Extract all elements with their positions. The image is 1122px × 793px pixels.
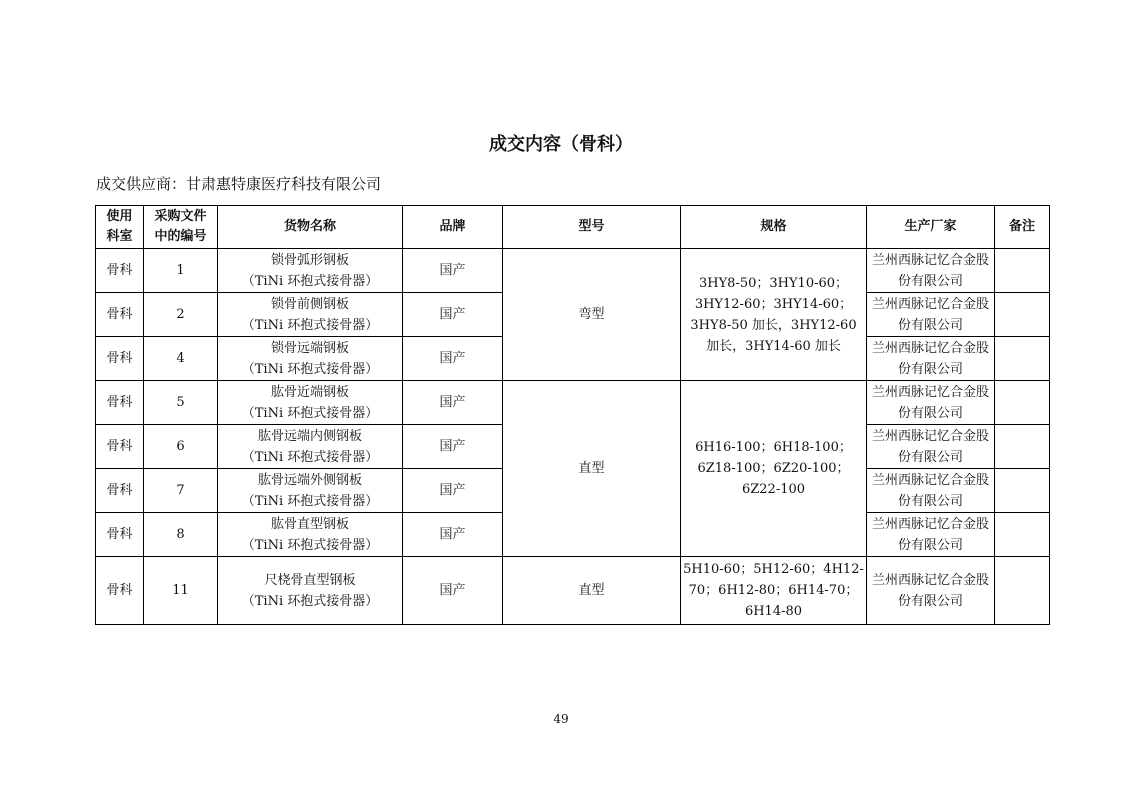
table-header-row xyxy=(96,206,1050,249)
cell-doc-number: 1 xyxy=(144,249,218,293)
cell-model: 弯型 xyxy=(503,249,681,381)
cell-doc-number: 5 xyxy=(144,381,218,425)
cell-brand: 国产 xyxy=(403,425,503,469)
cell-model: 直型 xyxy=(503,381,681,557)
cell-goods-name: 肱骨远端内侧钢板 （TiNi 环抱式接骨器） xyxy=(218,425,403,469)
cell-spec: 5H10-60；5H12-60；4H12-70；6H12-80；6H14-70；6H14-80 xyxy=(681,557,867,625)
cell-goods-name: 肱骨近端钢板 （TiNi 环抱式接骨器） xyxy=(218,381,403,425)
cell-maker: 兰州西脉记忆合金股份有限公司 xyxy=(867,293,995,337)
cell-dept: 骨科 xyxy=(96,425,144,469)
cell-brand: 国产 xyxy=(403,381,503,425)
cell-goods-name: 尺桡骨直型钢板 （TiNi 环抱式接骨器） xyxy=(218,557,403,625)
header-dept: 使用 科室 xyxy=(96,206,144,249)
header-model: 型号 xyxy=(503,206,681,249)
cell-model: 直型 xyxy=(503,557,681,625)
header-goods-name: 货物名称 xyxy=(218,206,403,249)
cell-brand: 国产 xyxy=(403,513,503,557)
cell-note xyxy=(995,513,1050,557)
cell-note xyxy=(995,293,1050,337)
cell-brand: 国产 xyxy=(403,469,503,513)
cell-maker: 兰州西脉记忆合金股份有限公司 xyxy=(867,381,995,425)
deal-table xyxy=(95,205,1050,625)
table-row xyxy=(96,249,1050,293)
table-row xyxy=(96,381,1050,425)
cell-goods-name: 锁骨弧形钢板 （TiNi 环抱式接骨器） xyxy=(218,249,403,293)
cell-dept: 骨科 xyxy=(96,381,144,425)
header-maker: 生产厂家 xyxy=(867,206,995,249)
cell-dept: 骨科 xyxy=(96,513,144,557)
cell-doc-number: 8 xyxy=(144,513,218,557)
header-note: 备注 xyxy=(995,206,1050,249)
cell-dept: 骨科 xyxy=(96,469,144,513)
header-doc-number: 采购文件 中的编号 xyxy=(144,206,218,249)
cell-note xyxy=(995,249,1050,293)
table-row xyxy=(96,557,1050,625)
cell-dept: 骨科 xyxy=(96,293,144,337)
cell-maker: 兰州西脉记忆合金股份有限公司 xyxy=(867,469,995,513)
cell-maker: 兰州西脉记忆合金股份有限公司 xyxy=(867,425,995,469)
cell-goods-name: 肱骨远端外侧钢板 （TiNi 环抱式接骨器） xyxy=(218,469,403,513)
header-spec: 规格 xyxy=(681,206,867,249)
cell-brand: 国产 xyxy=(403,337,503,381)
cell-spec: 6H16-100；6H18-100；6Z18-100；6Z20-100；6Z22-100 xyxy=(681,381,867,557)
cell-note xyxy=(995,381,1050,425)
cell-maker: 兰州西脉记忆合金股份有限公司 xyxy=(867,513,995,557)
cell-maker: 兰州西脉记忆合金股份有限公司 xyxy=(867,557,995,625)
cell-doc-number: 11 xyxy=(144,557,218,625)
cell-brand: 国产 xyxy=(403,249,503,293)
cell-dept: 骨科 xyxy=(96,557,144,625)
header-brand: 品牌 xyxy=(403,206,503,249)
cell-brand: 国产 xyxy=(403,557,503,625)
cell-goods-name: 肱骨直型钢板 （TiNi 环抱式接骨器） xyxy=(218,513,403,557)
cell-goods-name: 锁骨远端钢板 （TiNi 环抱式接骨器） xyxy=(218,337,403,381)
cell-note xyxy=(995,425,1050,469)
cell-doc-number: 2 xyxy=(144,293,218,337)
supplier-line: 成交供应商：甘肃惠特康医疗科技有限公司 xyxy=(96,175,382,193)
cell-dept: 骨科 xyxy=(96,249,144,293)
cell-note xyxy=(995,469,1050,513)
cell-brand: 国产 xyxy=(403,293,503,337)
cell-doc-number: 7 xyxy=(144,469,218,513)
cell-note xyxy=(995,557,1050,625)
cell-note xyxy=(995,337,1050,381)
cell-goods-name: 锁骨前侧钢板 （TiNi 环抱式接骨器） xyxy=(218,293,403,337)
cell-dept: 骨科 xyxy=(96,337,144,381)
cell-spec: 3HY8-50；3HY10-60；3HY12-60；3HY14-60；3HY8-50 加长，3HY12-60 加长，3HY14-60 加长 xyxy=(681,249,867,381)
cell-doc-number: 6 xyxy=(144,425,218,469)
cell-doc-number: 4 xyxy=(144,337,218,381)
cell-maker: 兰州西脉记忆合金股份有限公司 xyxy=(867,249,995,293)
page-number: 49 xyxy=(553,712,569,726)
cell-maker: 兰州西脉记忆合金股份有限公司 xyxy=(867,337,995,381)
page-title: 成交内容（骨科） xyxy=(489,134,633,155)
